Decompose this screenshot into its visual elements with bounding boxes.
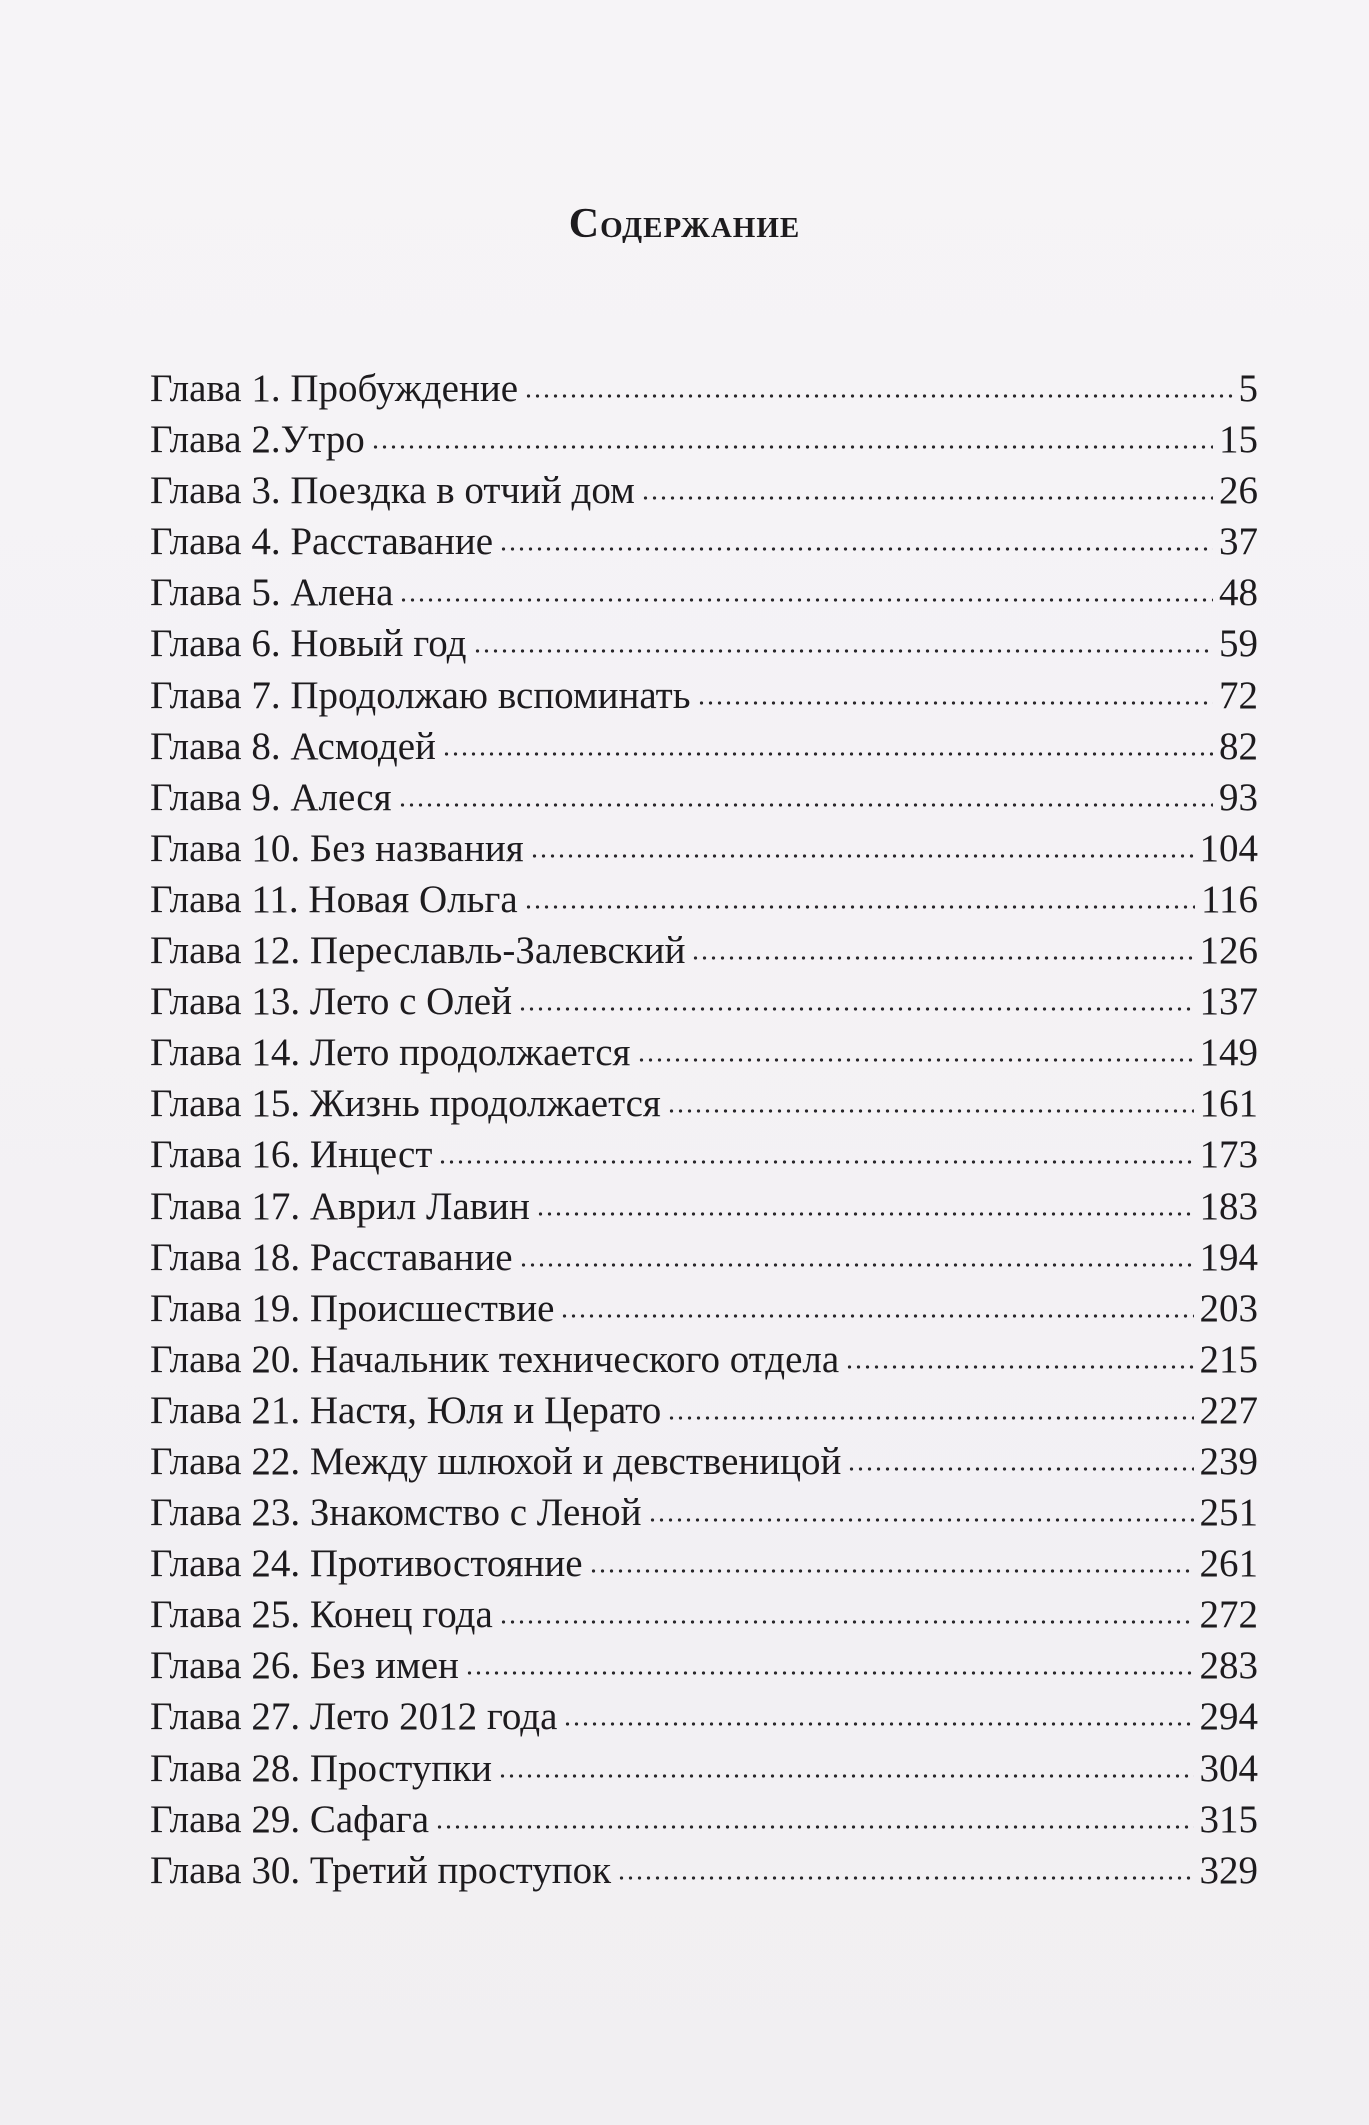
page-number: 104 xyxy=(1199,826,1258,870)
dot-leader xyxy=(499,547,1213,551)
page-number: 93 xyxy=(1219,775,1258,819)
toc-entry xyxy=(150,925,1258,976)
chapter-title: Глава 25. Конец года xyxy=(150,1593,493,1637)
dot-leader xyxy=(697,701,1214,705)
chapter-title: Глава 29. Сафага xyxy=(150,1797,430,1841)
toc-entry xyxy=(150,1078,1258,1129)
chapter-title: Глава 23. Знакомство с Леной xyxy=(150,1491,642,1535)
chapter-title: Глава 9. Алеся xyxy=(150,775,392,819)
page-number: 227 xyxy=(1199,1388,1258,1432)
toc-entry xyxy=(150,670,1258,721)
toc-entry xyxy=(150,465,1258,516)
toc-entry xyxy=(150,1691,1258,1742)
chapter-title: Глава 13. Лето с Олей xyxy=(150,980,512,1024)
dot-leader xyxy=(473,649,1214,653)
page-number: 329 xyxy=(1199,1848,1258,1892)
toc-entry xyxy=(150,772,1258,823)
toc-entry xyxy=(150,414,1258,465)
page-number: 194 xyxy=(1199,1235,1258,1279)
dot-leader xyxy=(617,1876,1193,1880)
chapter-title: Глава 16. Инцест xyxy=(150,1133,433,1177)
chapter-title: Глава 26. Без имен xyxy=(150,1644,459,1688)
chapter-title: Глава 11. Новая Ольга xyxy=(150,877,518,921)
toc-entry xyxy=(150,618,1258,669)
dot-leader xyxy=(667,1416,1193,1420)
chapter-title: Глава 2.Утро xyxy=(150,418,365,462)
page-number: 82 xyxy=(1219,724,1258,768)
page-number: 304 xyxy=(1199,1746,1258,1790)
page-number: 26 xyxy=(1219,469,1258,513)
dot-leader xyxy=(371,445,1213,449)
chapter-title: Глава 4. Расставание xyxy=(150,520,494,564)
dot-leader xyxy=(845,1365,1193,1369)
dot-leader xyxy=(438,1160,1193,1164)
chapter-title: Глава 5. Алена xyxy=(150,571,394,615)
dot-leader xyxy=(465,1671,1194,1675)
page-number: 251 xyxy=(1199,1491,1258,1535)
page-number: 149 xyxy=(1199,1031,1258,1075)
chapter-title: Глава 17. Аврил Лавин xyxy=(150,1184,530,1228)
toc-entry xyxy=(150,1794,1258,1845)
chapter-title: Глава 21. Настя, Юля и Церато xyxy=(150,1388,662,1432)
chapter-title: Глава 7. Продолжаю вспоминать xyxy=(150,673,691,717)
toc-entry xyxy=(150,1232,1258,1283)
chapter-title: Глава 30. Третий проступок xyxy=(150,1848,612,1892)
page-number: 161 xyxy=(1199,1082,1258,1126)
chapter-title: Глава 12. Переславль-Залевский xyxy=(150,929,686,973)
dot-leader xyxy=(499,1620,1194,1624)
dot-leader xyxy=(435,1825,1193,1829)
dot-leader xyxy=(530,854,1194,858)
page-number: 72 xyxy=(1219,673,1258,717)
page-number: 137 xyxy=(1199,980,1258,1024)
dot-leader xyxy=(498,1774,1193,1778)
dot-leader xyxy=(442,752,1213,756)
chapter-title: Глава 15. Жизнь продолжается xyxy=(150,1082,661,1126)
page-number: 261 xyxy=(1199,1542,1258,1586)
dot-leader xyxy=(524,394,1232,398)
toc-entry xyxy=(150,567,1258,618)
page-number: 173 xyxy=(1199,1133,1258,1177)
page-number: 283 xyxy=(1199,1644,1258,1688)
dot-leader xyxy=(641,496,1213,500)
chapter-title: Глава 27. Лето 2012 года xyxy=(150,1695,558,1739)
page-number: 116 xyxy=(1200,877,1258,921)
page-number: 215 xyxy=(1199,1337,1258,1381)
dot-leader xyxy=(847,1467,1193,1471)
toc-entry xyxy=(150,1589,1258,1640)
dot-leader xyxy=(589,1569,1194,1573)
toc-entry xyxy=(150,1487,1258,1538)
toc-entry xyxy=(150,363,1258,414)
chapter-title: Глава 24. Противостояние xyxy=(150,1542,583,1586)
page-number: 5 xyxy=(1238,367,1258,410)
page-number: 183 xyxy=(1199,1184,1258,1228)
toc-entry xyxy=(150,1129,1258,1180)
toc-entry xyxy=(150,1538,1258,1589)
page-title: Содержание xyxy=(568,201,801,247)
toc-entry xyxy=(150,1334,1258,1385)
dot-leader xyxy=(648,1518,1194,1522)
page-number: 272 xyxy=(1199,1593,1258,1637)
dot-leader xyxy=(519,1263,1194,1267)
chapter-title: Глава 3. Поездка в отчий дом xyxy=(150,469,635,513)
chapter-title: Глава 28. Проступки xyxy=(150,1746,493,1790)
chapter-title: Глава 1. Пробуждение xyxy=(150,367,519,410)
toc-entry xyxy=(150,1027,1258,1078)
toc-entry xyxy=(150,1385,1258,1436)
chapter-title: Глава 22. Между шлюхой и девственицой xyxy=(150,1439,842,1483)
dot-leader xyxy=(667,1109,1194,1113)
page-number: 126 xyxy=(1199,929,1258,973)
page-number: 48 xyxy=(1219,571,1258,615)
toc-entry xyxy=(150,1743,1258,1794)
toc-entry xyxy=(150,1181,1258,1232)
page-number: 239 xyxy=(1199,1439,1258,1483)
toc-entry xyxy=(150,1640,1258,1691)
chapter-title: Глава 14. Лето продолжается xyxy=(150,1031,631,1075)
toc-entry xyxy=(150,976,1258,1027)
toc-entry xyxy=(150,1283,1258,1334)
toc-entry xyxy=(150,516,1258,567)
page-number: 315 xyxy=(1199,1797,1258,1841)
dot-leader xyxy=(398,803,1213,807)
chapter-title: Глава 8. Асмодей xyxy=(150,724,436,768)
chapter-title: Глава 6. Новый год xyxy=(150,622,467,666)
chapter-title: Глава 19. Происшествие xyxy=(150,1286,555,1330)
chapter-title: Глава 18. Расставание xyxy=(150,1235,513,1279)
chapter-title: Глава 20. Начальник технического отдела xyxy=(150,1337,840,1381)
page-number: 37 xyxy=(1219,520,1258,564)
toc-entry xyxy=(150,874,1258,925)
page-number: 15 xyxy=(1219,418,1258,462)
page-number: 203 xyxy=(1199,1286,1258,1330)
dot-leader xyxy=(637,1058,1194,1062)
toc-entry xyxy=(150,823,1258,874)
dot-leader xyxy=(691,956,1193,960)
dot-leader xyxy=(560,1314,1193,1318)
toc-entry xyxy=(150,721,1258,772)
table-of-contents xyxy=(150,363,1258,1896)
dot-leader xyxy=(563,1722,1193,1726)
page-number: 294 xyxy=(1199,1695,1258,1739)
dot-leader xyxy=(536,1212,1194,1216)
toc-entry xyxy=(150,1436,1258,1487)
chapter-title: Глава 10. Без названия xyxy=(150,826,524,870)
dot-leader xyxy=(399,598,1213,602)
dot-leader xyxy=(518,1007,1194,1011)
dot-leader xyxy=(524,905,1195,909)
page-number: 59 xyxy=(1219,622,1258,666)
toc-entry xyxy=(150,1845,1258,1896)
